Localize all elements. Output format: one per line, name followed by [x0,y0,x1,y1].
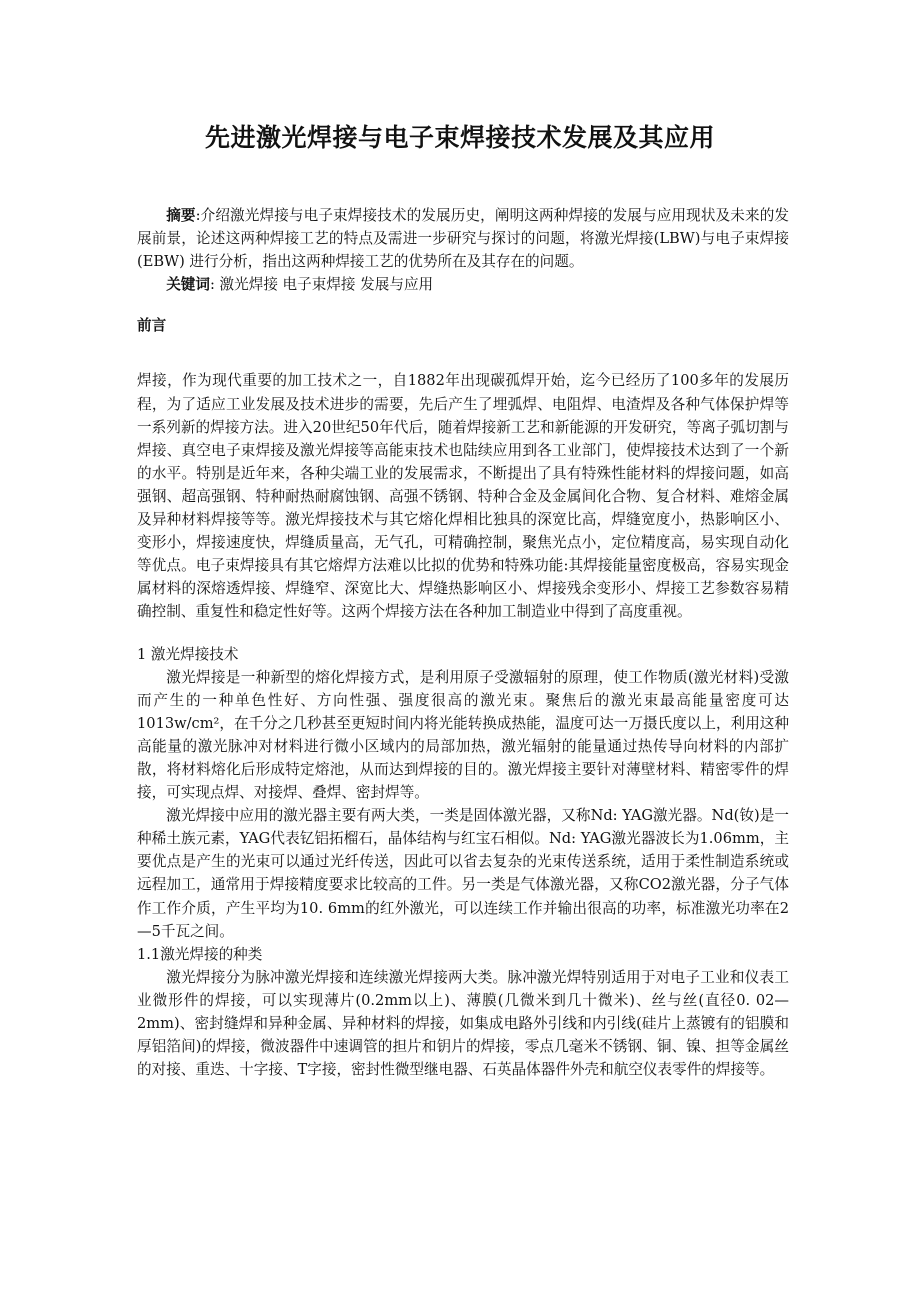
keywords-text: : 激光焊接 电子束焊接 发展与应用 [209,276,434,294]
keywords-line [137,273,789,296]
section-1-paragraph-1: 激光焊接是一种新型的熔化焊接方式，是利用原子受激辐射的原理，使工作物质(激光材料)受激而产生的一种单色性好、方向性强、强度很高的激光束。聚焦后的激光束最高能量密度可达1013w/cm²，在千分之几秒甚至更短时间内将光能转换成热能，温度可达一万摄氏度以上，利用这种高能量的激光脉冲对材料进行微小区域内的局部加热，激光辐射的能量通过热传导向材料的内部扩散，将材料熔化后形成特定熔池，从而达到焊接的目的。激光焊接主要针对薄壁材料、精密零件的焊接，可实现点焊、对接焊、叠焊、密封焊等。 [137,668,789,802]
preface-paragraph: 焊接，作为现代重要的加工技术之一，自1882年出现碳孤焊开始，迄今已经历了100多年的发展历程，为了适应工业发展及技术进步的需要，先后产生了埋弧焊、电阻焊、电渣焊及各种气体保护焊等一系列新的焊接方法。进入20世纪50年代后，随着焊接新工艺和新能源的开发研究，等离子弧切割与焊接、真空电子束焊接及激光焊接等高能束技术也陆续应用到各工业部门，使焊接技术达到了一个新的水平。特别是近年来，各种尖端工业的发展需求，不断提出了具有特殊性能材料的焊接问题，如高强钢、超高强钢、特种耐热耐腐蚀钢、高强不锈钢、特种合金及金属间化合物、复合材料、难熔金属及异种材料焊接等等。激光焊接技术与其它熔化焊相比独具的深宽比高，焊缝宽度小，热影响区小、变形小，焊接速度快，焊缝质量高，无气孔，可精确控制，聚焦光点小，定位精度高，易实现自动化等优点。电子束焊接具有其它熔焊方法难以比拟的优势和特殊功能:其焊接能量密度极高，容易实现金属材料的深熔透焊接、焊缝窄、深宽比大、焊缝热影响区小、焊接残余变形小、焊接工艺参数容易精确控制、重复性和稳定性好等。这两个焊接方法在各种加工制造业中得到了高度重视。 [137,372,789,621]
abstract-label: 摘要 [166,207,196,224]
abstract-paragraph [137,204,789,273]
abstract-text: :介绍激光焊接与电子束焊接技术的发展历史，阐明这两种焊接的发展与应用现状及未来的发展前景，论述这两种焊接工艺的特点及需进一步研究与探讨的问题，将激光焊接(LBW)与电子束焊接(EBW) 进行分析，指出这两种焊接工艺的优势所在及其存在的问题。 [137,207,789,271]
section-1-1-heading: 1.1激光焊接的种类 [137,945,263,963]
section-1-paragraph-2: 激光焊接中应用的激光器主要有两大类，一类是固体激光器，又称Nd: YAG激光器。Nd(钕)是一种稀土族元素，YAG代表钇铝拓榴石，晶体结构与红宝石相似。Nd: YAG激光器波长为1.06mm，主要优点是产生的光束可以通过光纤传送，因此可以省去复杂的光束传送系统，适用于柔性制造系统或远程加工，通常用于焊接精度要求比较高的工件。另一类是气体激光器，又称CO2激光器，分子气体作工作介质，产生平均为10. 6mm的红外激光，可以连续工作并输出很高的功率，标准激光功率在2—5千瓦之间。 [137,807,789,940]
preface-heading: 前言 [137,317,167,335]
section-1-heading: 1 激光焊接技术 [137,645,239,663]
keywords-label: 关键词 [166,276,210,294]
page-title: 先进激光焊接与电子束焊接技术发展及其应用 [204,123,715,152]
section-1-1-paragraph-1: 激光焊接分为脉冲激光焊接和连续激光焊接两大类。脉冲激光焊特别适用于对电子工业和仪表工业微形件的焊接，可以实现薄片(0.2mm以上)、薄膜(几微米到几十微米)、丝与丝(直径0. 02—2mm)、密封缝焊和异种金属、异种材料的焊接，如集成电路外引线和内引线(硅片上蒸镀有的铝膜和厚铝箔间)的焊接，微波器件中速调管的担片和钥片的焊接，零点几毫米不锈钢、铜、镍、担等金属丝的对接、重迭、十字接、T字接，密封性微型继电器、石英晶体器件外壳和航空仪表零件的焊接等。 [137,968,789,1079]
document-body [137,204,789,1081]
